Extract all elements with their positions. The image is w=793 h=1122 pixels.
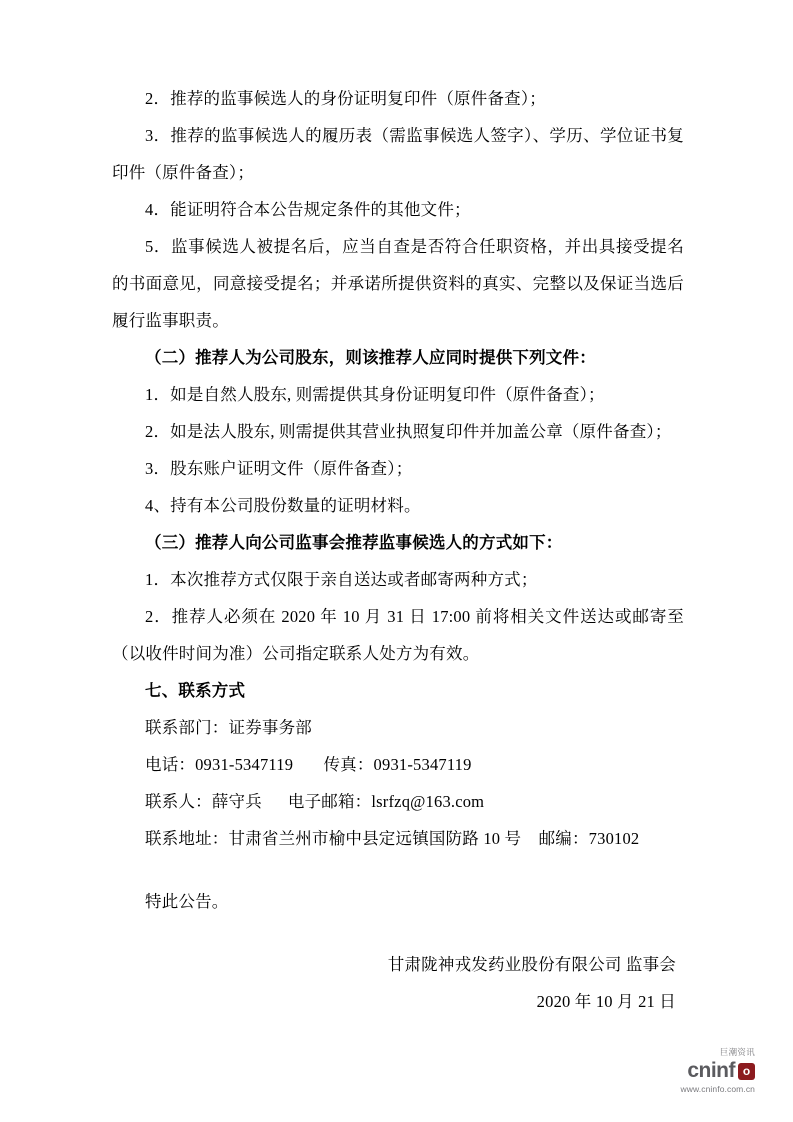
section-two-item-3: 3．股东账户证明文件（原件备查）；	[145, 459, 413, 478]
contact-email-label: 电子邮箱：	[287, 792, 372, 811]
contact-department-value: 证券事务部	[228, 718, 312, 737]
contact-address-label: 联系地址：	[145, 829, 229, 848]
spacer-1	[293, 755, 323, 774]
contact-person-value: 薛守兵	[211, 792, 262, 811]
section-three-title: （三）推荐人向公司监事会推荐监事候选人的方式如下：	[145, 533, 563, 552]
cninfo-logo-text: cninf	[687, 1059, 735, 1082]
spacer-block-1	[112, 857, 684, 883]
contact-person-email	[112, 783, 684, 820]
document-content	[112, 80, 684, 1020]
spacer-3	[521, 829, 538, 848]
contact-fax-value: 0931-5347119	[373, 755, 472, 774]
contact-zip-value: 730102	[588, 829, 640, 848]
contact-phone-label: 电话：	[145, 755, 196, 774]
contact-email-value: lsrfzq@163.com	[371, 792, 485, 811]
spacer-2	[262, 792, 288, 811]
contact-person-label: 联系人：	[145, 792, 212, 811]
paragraph-item-5: 5．监事候选人被提名后，应当自查是否符合任职资格，并出具接受提名的书面意见，同意接受提名；并承诺所提供资料的真实、完整以及保证当选后履行监事职责。	[112, 237, 684, 330]
section-three-item-1: 1．本次推荐方式仅限于亲自送达或者邮寄两种方式；	[145, 570, 538, 589]
contact-phone-value: 0931-5347119	[195, 755, 294, 774]
closing-statement: 特此公告。	[145, 892, 229, 911]
signature-company: 甘肃陇神戎发药业股份有限公司 监事会	[387, 955, 676, 974]
cninfo-logo-cn: 巨潮资讯	[719, 1047, 755, 1057]
cninfo-watermark	[635, 1046, 755, 1094]
signature-date: 2020 年 10 月 21 日	[536, 992, 676, 1011]
cninfo-logo-url: www.cninfo.com.cn	[680, 1084, 755, 1094]
contact-address-value: 甘肃省兰州市榆中县定远镇国防路 10 号	[228, 829, 522, 848]
contact-phone-fax	[112, 746, 684, 783]
paragraph-item-4: 4．能证明符合本公告规定条件的其他文件；	[145, 200, 471, 219]
paragraph-item-3: 3．推荐的监事候选人的履历表（需监事候选人签字）、学历、学位证书复印件（原件备查）；	[112, 126, 684, 182]
paragraph-item-2: 2．推荐的监事候选人的身份证明复印件（原件备查）；	[145, 89, 546, 108]
contact-zip-label: 邮编：	[538, 829, 589, 848]
contact-address-zip	[112, 820, 684, 857]
section-two-item-1: 1．如是自然人股东, 则需提供其身份证明复印件（原件备查）；	[145, 385, 605, 404]
section-two-item-2: 2．如是法人股东, 则需提供其营业执照复印件并加盖公章（原件备查）；	[145, 422, 672, 441]
section-two-item-4: 4、持有本公司股份数量的证明材料。	[145, 496, 421, 515]
cninfo-logo-badge-icon: o	[738, 1063, 755, 1080]
spacer-block-2	[112, 920, 684, 946]
contact-department	[112, 709, 684, 746]
cninfo-logo-row	[635, 1059, 755, 1083]
contact-heading: 七、联系方式	[145, 681, 246, 700]
contact-department-label: 联系部门：	[145, 718, 229, 737]
contact-fax-label: 传真：	[323, 755, 374, 774]
section-three-item-2: 2．推荐人必须在 2020 年 10 月 31 日 17:00 前将相关文件送达或邮寄至（以收件时间为准）公司指定联系人处方为有效。	[112, 607, 684, 663]
section-two-title: （二）推荐人为公司股东，则该推荐人应同时提供下列文件：	[145, 348, 596, 367]
